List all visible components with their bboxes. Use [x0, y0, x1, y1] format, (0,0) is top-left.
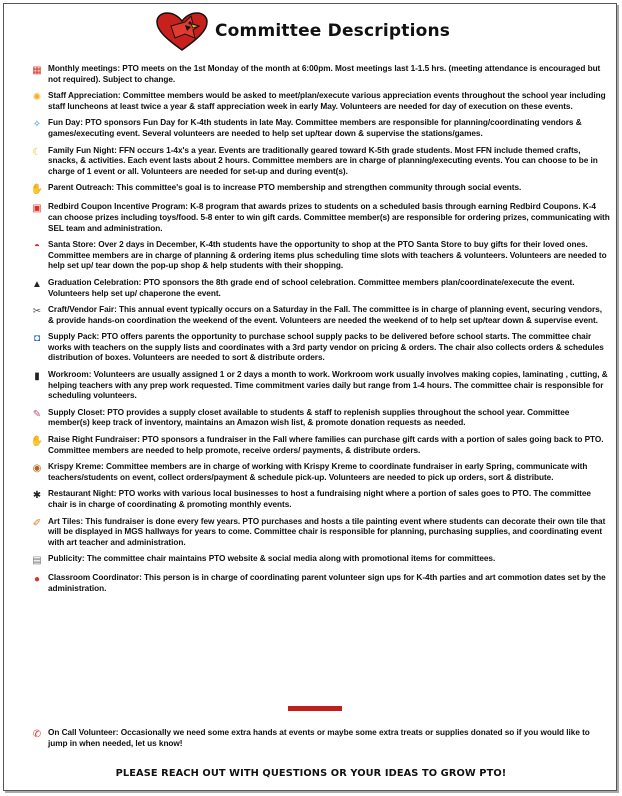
- on-call-section: [30, 728, 605, 749]
- committee-entry: [30, 408, 610, 429]
- committee-entry: [30, 202, 610, 234]
- divider: [288, 706, 342, 711]
- committee-description: Publicity: The committee chair maintains PTO website & social media along with promotional items for committees.: [48, 554, 496, 564]
- committee-entry: [30, 573, 610, 594]
- committee-description: Art Tiles: This fundraiser is done every few years. PTO purchases and hosts a tile painting event where students can decorate their own tile that will be displayed in MGS hallways for years to come. Committee chair is responsible for planning, purchasing supplies, and coordinating event with art teacher and administration.: [48, 516, 606, 547]
- calendar-icon: ▦: [32, 65, 42, 76]
- committee-description: Classroom Coordinator: This person is in charge of coordinating parent volunteer sign ups for K-4th parties and art commotion dates set by the administration.: [48, 573, 606, 593]
- committee-entry: [30, 91, 610, 112]
- party-popper-icon: ✧: [32, 119, 42, 131]
- sparkle-icon: ✺: [32, 92, 42, 104]
- moon-icon: ☾: [32, 146, 42, 158]
- committee-description: Restaurant Night: PTO works with various local businesses to host a fundraising night where a portion of sales goes to PTO. The committee chair is in charge of coordinating & promoting monthly events.: [48, 489, 591, 509]
- committee-description: Supply Closet: PTO provides a supply closet available to students & staff to replenish supplies throughout the school year. Committee member(s) keep track of inventory, maintains an Amazon wish list, & promote donation requests as needed.: [48, 407, 570, 428]
- committee-entry: [30, 64, 610, 85]
- committee-entry: [30, 462, 610, 483]
- committee-entry: [30, 146, 610, 178]
- committee-description: Redbird Coupon Incentive Program: K-8 program that awards prizes to students on a scheduled basis through earning Redbird Coupons. K-4 can choose prizes including toys/food. 5-8 enter to win gift cards. Committee member(s) are responsible for ordering prizes, communicating with SEL team and administration.: [48, 202, 610, 233]
- supply-closet-icon: ✎: [32, 408, 42, 420]
- committee-entry: [30, 489, 610, 510]
- committee-description: Graduation Celebration: PTO sponsors the 8th grade end of school celebration. Committee members plan/coordinate/execute the event. Volunteers help set up/ chaperone the event.: [48, 277, 575, 298]
- committee-description: Family Fun Night: FFN occurs 1-4x's a year. Events are traditionally geared toward K-5th grade students. Most FFN include themed crafts, snacks, & activities. Each event lasts about 2 hours. Committee members are in charge of planning/executing events. You can choose to be in charge of 1 event or all. Volunteers are needed for set-up and during event(s).: [48, 145, 598, 176]
- santa-icon: ◓: [33, 241, 41, 253]
- committee-description: Staff Appreciation: Committee members would be asked to meet/plan/execute various appreciation events throughout the school year including staff luncheons at least twice a year & staff appreciation week in early May. Volunteers are needed for day of execution on these events.: [48, 91, 606, 111]
- graduation-cap-icon: ▲: [32, 278, 42, 290]
- phone-icon: ✆: [32, 729, 42, 740]
- notebook-icon: ▮: [34, 371, 40, 383]
- newspaper-icon: ▤: [32, 555, 42, 567]
- restaurant-icon: ✱: [32, 490, 42, 502]
- footer-call-to-action: PLEASE REACH OUT WITH QUESTIONS OR YOUR IDEAS TO GROW PTO!: [115, 768, 507, 779]
- committee-list: [30, 64, 610, 601]
- committee-description: Workroom: Volunteers are usually assigned 1 or 2 days a month to work. Workroom work usually involves making copies, laminating , cutting, & helping teachers with any prep work requested. Time commitment varies daily but range from 1-4 hours. The committee chair is responsible for scheduling volunteers.: [48, 370, 608, 401]
- gift-icon: ▣: [32, 203, 42, 215]
- committee-entry: [30, 278, 610, 299]
- committee-entry: [30, 370, 610, 402]
- palette-icon: ✐: [32, 517, 42, 529]
- committee-description: Parent Outreach: This committee's goal is to increase PTO membership and strengthen community through social events.: [48, 183, 522, 193]
- committee-description: Craft/Vendor Fair: This annual event typically occurs on a Saturday in the Fall. The committee is in charge of planning event, securing vendors, & provide hands-on coordination the weekend of the event. Volunteers are needed the weekend of to help set up/tear down & supervise event.: [48, 305, 602, 325]
- committee-entry: [30, 118, 610, 139]
- committee-entry: [30, 183, 610, 196]
- committee-description: Krispy Kreme: Committee members are in charge of working with Krispy Kreme to coordinate fundraiser in early Spring, communicate with teachers/students on event, collect orders/payment & schedule pick-up. Volunteers are needed to pick up orders, sort & distribute.: [48, 462, 588, 482]
- person-icon: ●: [33, 574, 41, 586]
- doughnut-icon: ◉: [32, 463, 42, 475]
- scissors-icon: ✂: [32, 306, 42, 318]
- waving-hand-icon: ✋: [30, 184, 44, 196]
- committee-description: Supply Pack: PTO offers parents the opportunity to purchase school supply packs to be delivered before school starts. The committee chair works with teachers on the supply lists and coordinates with a 3rd party vendor on pricing & orders. The chair also collects orders & schedules distribution of boxes. Volunteers are needed to sort & distribute orders.: [48, 332, 604, 363]
- backpack-icon: ◘: [33, 333, 41, 345]
- on-call-text: On Call Volunteer: Occasionally we need some extra hands at events or maybe some extra treats or supplies donated so if you would like to jump in when needed, let us know!: [48, 728, 590, 748]
- raised-hand-icon: ✋: [30, 436, 44, 448]
- page-title: Committee Descriptions: [215, 21, 451, 41]
- committee-description: Raise Right Fundraiser: PTO sponsors a fundraiser in the Fall where families can purchase gift cards with a portion of sales going back to PTO. Committee members are needed to help promote, receive orders/ payments, & distribute orders.: [48, 435, 604, 455]
- committee-entry: [30, 332, 610, 364]
- header: [0, 12, 622, 48]
- committee-entry: [30, 305, 610, 326]
- committee-description: Monthly meetings: PTO meets on the 1st Monday of the month at 6:00pm. Most meetings last 1-1.5 hrs. (meeting attendance is encouraged but not required). Subject to change.: [48, 64, 601, 84]
- committee-entry: [30, 517, 610, 549]
- committee-description: Fun Day: PTO sponsors Fun Day for K-4th students in late May. Committee members are responsible for planning/coordinating vendors & games/executing event. Several volunteers are needed to help set up/tear down & supervise the stations/games.: [48, 118, 582, 138]
- committee-entry: [30, 435, 610, 456]
- committee-entry: [30, 240, 610, 272]
- committee-description: Santa Store: Over 2 days in December, K-4th students have the opportunity to shop at the PTO Santa Store to buy gifts for their loved ones. Committee members are in charge of planning & ordering items plus scheduling time slots with teachers & volunteers. Volunteers are needed to help set up/ tear down the pop-up shop & help students with their shopping.: [48, 240, 607, 271]
- committee-entry: [30, 554, 610, 567]
- cardinal-heart-logo: [155, 12, 209, 52]
